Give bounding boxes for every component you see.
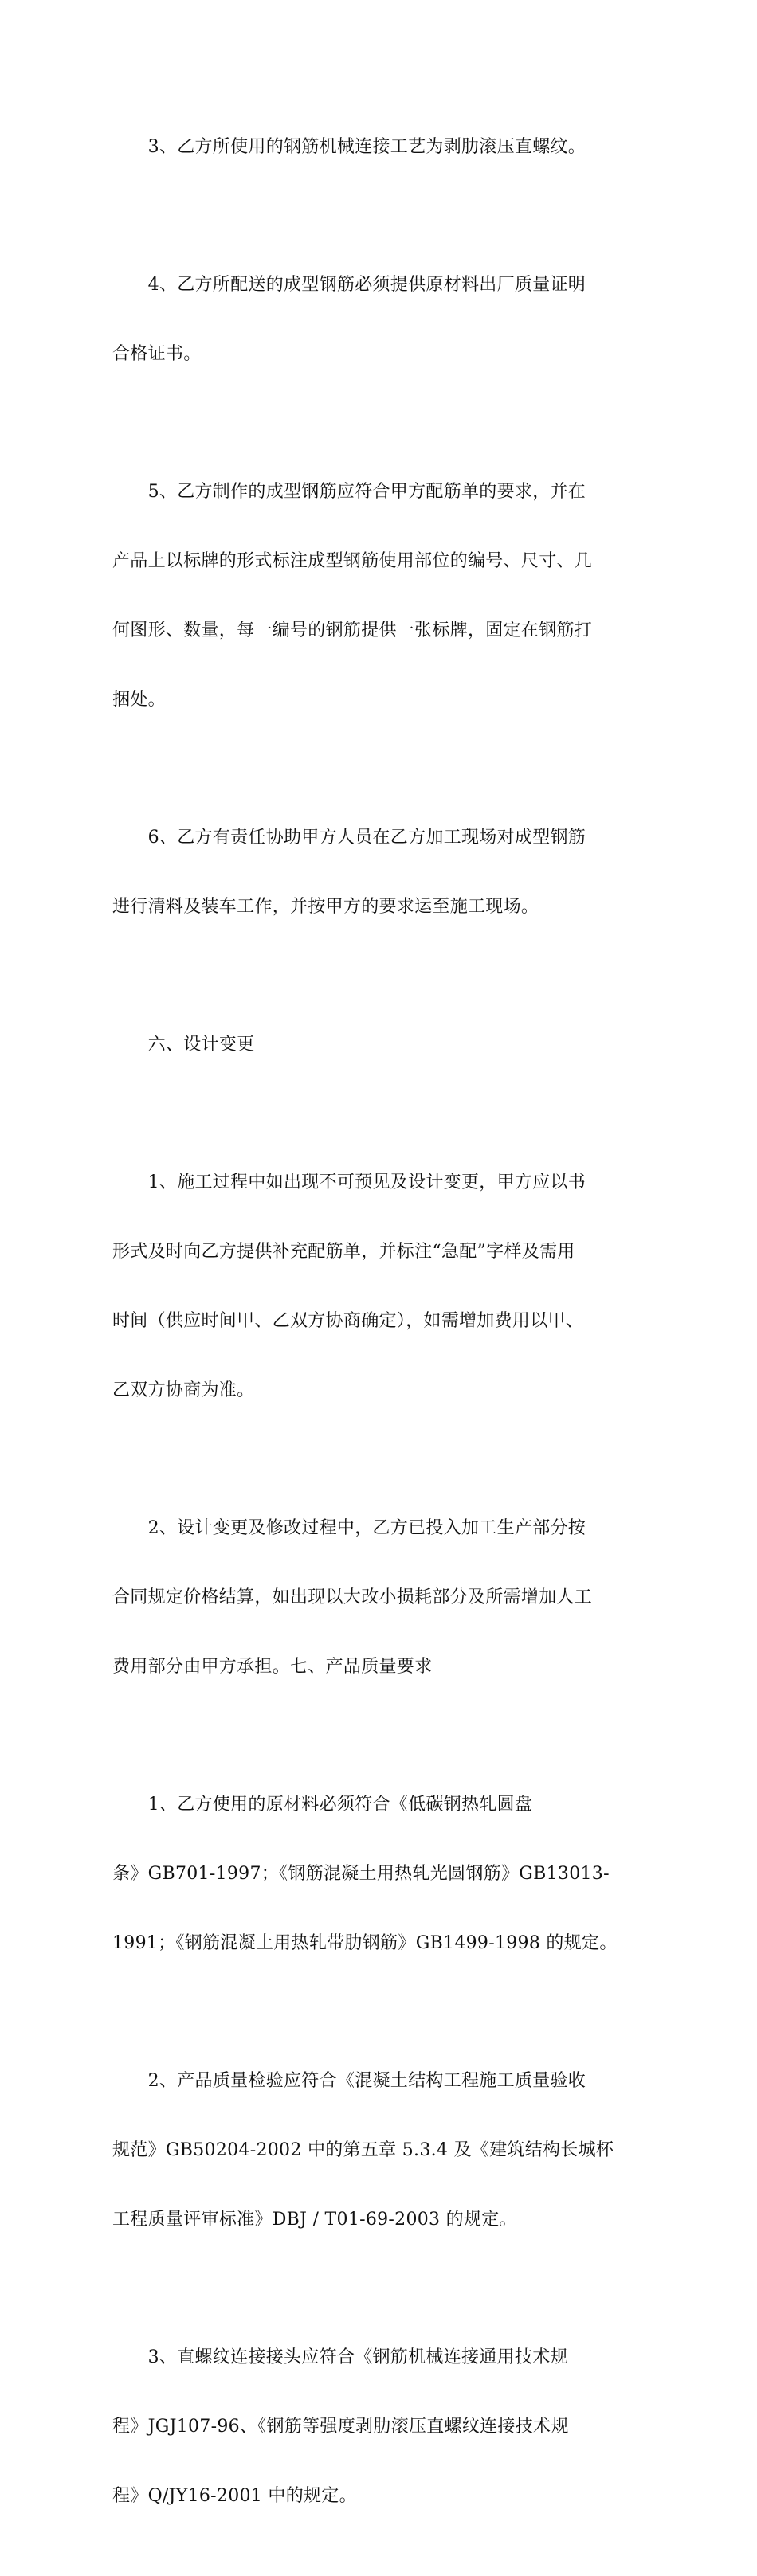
paragraph-clause-5-6 — [112, 780, 648, 965]
text-line: 条》GB701-1997；《钢筋混凝土用热轧光圆钢筋》GB13013- — [112, 1864, 610, 1884]
text-line: 程》JGJ107-96、《钢筋等强度剥肋滚压直螺纹连接技术规 — [112, 2417, 569, 2437]
text-line: 费用部分由甲方承担。七、产品质量要求 — [112, 1657, 433, 1677]
text-line: 规范》GB50204-2002 中的第五章 5.3.4 及《建筑结构长城杯 — [112, 2140, 614, 2160]
text-line: 产品上以标牌的形式标注成型钢筋使用部位的编号、尺寸、几 — [112, 551, 593, 571]
section-heading-design-change — [112, 987, 648, 1102]
paragraph-clause-6-2 — [112, 1470, 648, 1725]
text-line: 合格证书。 — [112, 344, 202, 364]
paragraph-clause-5-5 — [112, 434, 648, 758]
text-line: 3、直螺纹连接接头应符合《钢筋机械连接通用技术规 — [112, 2347, 568, 2367]
text-line: 六、设计变更 — [112, 1035, 255, 1055]
text-line: 合同规定价格结算，如出现以大改小损耗部分及所需增加人工 — [112, 1587, 593, 1607]
text-line: 2、设计变更及修改过程中，乙方已投入加工生产部分按 — [112, 1518, 586, 1538]
text-line: 形式及时向乙方提供补充配筋单，并标注“急配”字样及需用 — [112, 1242, 575, 1262]
text-line: 捆处。 — [112, 690, 166, 710]
text-line: 5、乙方制作的成型钢筋应符合甲方配筋单的要求，并在 — [112, 482, 586, 502]
paragraph-clause-7-3 — [112, 2300, 648, 2554]
text-line: 2、产品质量检验应符合《混凝土结构工程施工质量验收 — [112, 2071, 586, 2091]
paragraph-clause-5-4 — [112, 227, 648, 412]
text-line: 1、施工过程中如出现不可预见及设计变更，甲方应以书 — [112, 1173, 586, 1192]
text-line: 程》Q/JY16-2001 中的规定。 — [112, 2486, 357, 2506]
paragraph-clause-6-1 — [112, 1125, 648, 1448]
text-line: 4、乙方所配送的成型钢筋必须提供原材料出厂质量证明 — [112, 275, 586, 295]
document-body — [112, 89, 648, 2576]
paragraph-clause-7-2 — [112, 2023, 648, 2277]
text-line: 6、乙方有责任协助甲方人员在乙方加工现场对成型钢筋 — [112, 828, 586, 848]
text-line: 进行清料及装车工作，并按甲方的要求运至施工现场。 — [112, 897, 539, 917]
paragraph-clause-7-1 — [112, 1747, 648, 2001]
paragraph-clause-5-3 — [112, 89, 648, 205]
text-line: 3、乙方所使用的钢筋机械连接工艺为剥肋滚压直螺纹。 — [112, 137, 586, 157]
text-line: 工程质量评审标准》DBJ / T01-69-2003 的规定。 — [112, 2210, 517, 2230]
text-line: 1、乙方使用的原材料必须符合《低碳钢热轧圆盘 — [112, 1795, 533, 1815]
text-line: 时间（供应时间甲、乙双方协商确定），如需增加费用以甲、 — [112, 1311, 584, 1331]
text-line: 1991；《钢筋混凝土用热轧带肋钢筋》GB1499-1998 的规定。 — [112, 1933, 618, 1953]
text-line: 何图形、数量，每一编号的钢筋提供一张标牌，固定在钢筋打 — [112, 621, 593, 640]
text-line: 乙双方协商为准。 — [112, 1380, 255, 1400]
